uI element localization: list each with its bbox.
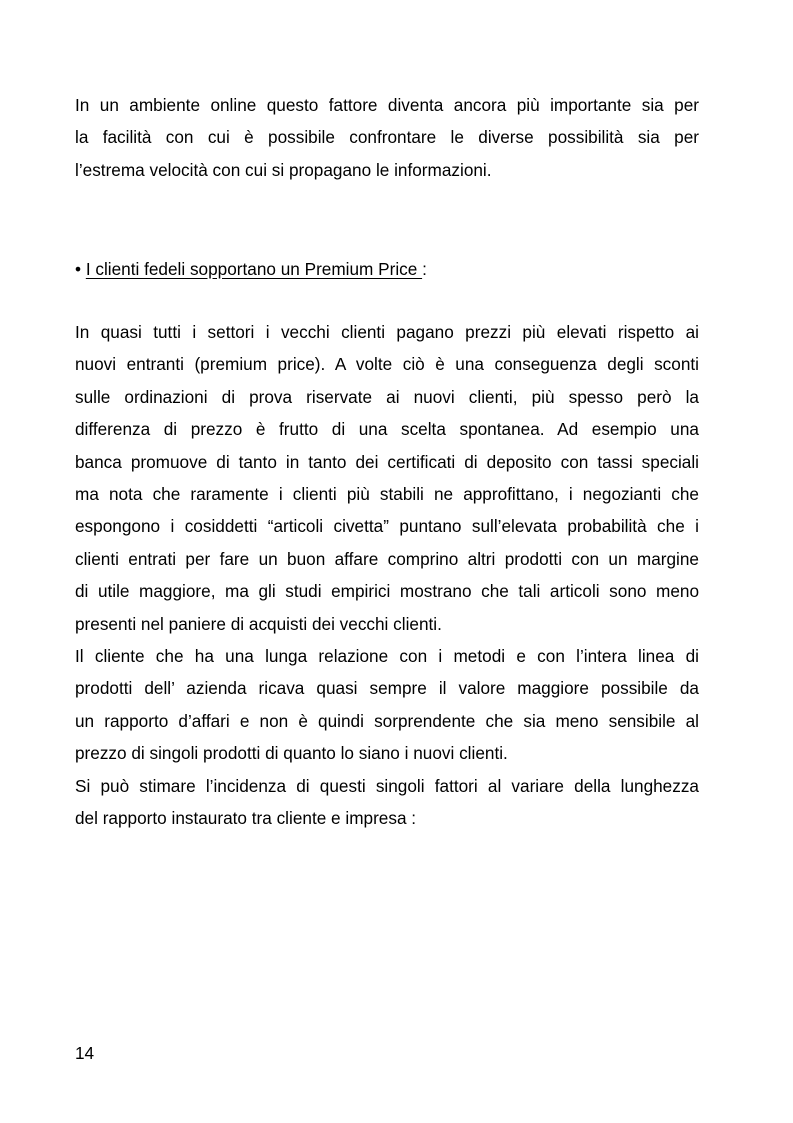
body-paragraph: [75, 316, 699, 835]
bullet-heading-text: I clienti fedeli sopportano un Premium Price: [85, 259, 423, 279]
intro-line: In un ambiente online questo fattore diventa ancora più importante sia per: [75, 95, 699, 115]
bullet-marker: •: [75, 259, 82, 279]
body-line: Il cliente che ha una lunga relazione con i metodi e con l’intera linea di: [75, 646, 699, 667]
body-line: un rapporto d’affari e non è quindi sorprendente che sia meno sensibile al: [75, 710, 699, 731]
body-line: prezzo di singoli prodotti di quanto lo siano i nuovi clienti.: [75, 743, 508, 764]
bullet-heading: [75, 253, 427, 285]
body-line: ma nota che raramente i clienti più stabili ne approfittano, i negozianti che: [75, 484, 699, 505]
page-number: 14: [75, 1043, 95, 1063]
body-line: espongono i cosiddetti “articoli civetta” puntano sull’elevata probabilità che i: [75, 516, 699, 537]
body-line: differenza di prezzo è frutto di una scelta spontanea. Ad esempio una: [75, 419, 699, 440]
intro-paragraph: [75, 89, 699, 186]
body-line: del rapporto instaurato tra cliente e impresa :: [75, 808, 417, 829]
bullet-heading-suffix: :: [422, 259, 427, 279]
body-line: In quasi tutti i settori i vecchi clienti pagano prezzi più elevati rispetto ai: [75, 322, 699, 342]
body-line: clienti entrati per fare un buon affare comprino altri prodotti con un margine: [75, 548, 699, 569]
body-line: nuovi entranti (premium price). A volte ciò è una conseguenza degli sconti: [75, 354, 699, 375]
body-line: sulle ordinazioni di prova riservate ai nuovi clienti, più spesso però la: [75, 386, 699, 407]
body-line: Si può stimare l’incidenza di questi singoli fattori al variare della lunghezza: [75, 775, 699, 796]
body-line: banca promuove di tanto in tanto dei certificati di deposito con tassi speciali: [75, 451, 699, 472]
body-line: prodotti dell’ azienda ricava quasi sempre il valore maggiore possibile da: [75, 678, 699, 699]
intro-line: l’estrema velocità con cui si propagano le informazioni.: [75, 159, 492, 180]
body-line: di utile maggiore, ma gli studi empirici mostrano che tali articoli sono meno: [75, 581, 699, 602]
intro-line: la facilità con cui è possibile confrontare le diverse possibilità sia per: [75, 127, 699, 148]
body-line: presenti nel paniere di acquisti dei vecchi clienti.: [75, 613, 442, 634]
